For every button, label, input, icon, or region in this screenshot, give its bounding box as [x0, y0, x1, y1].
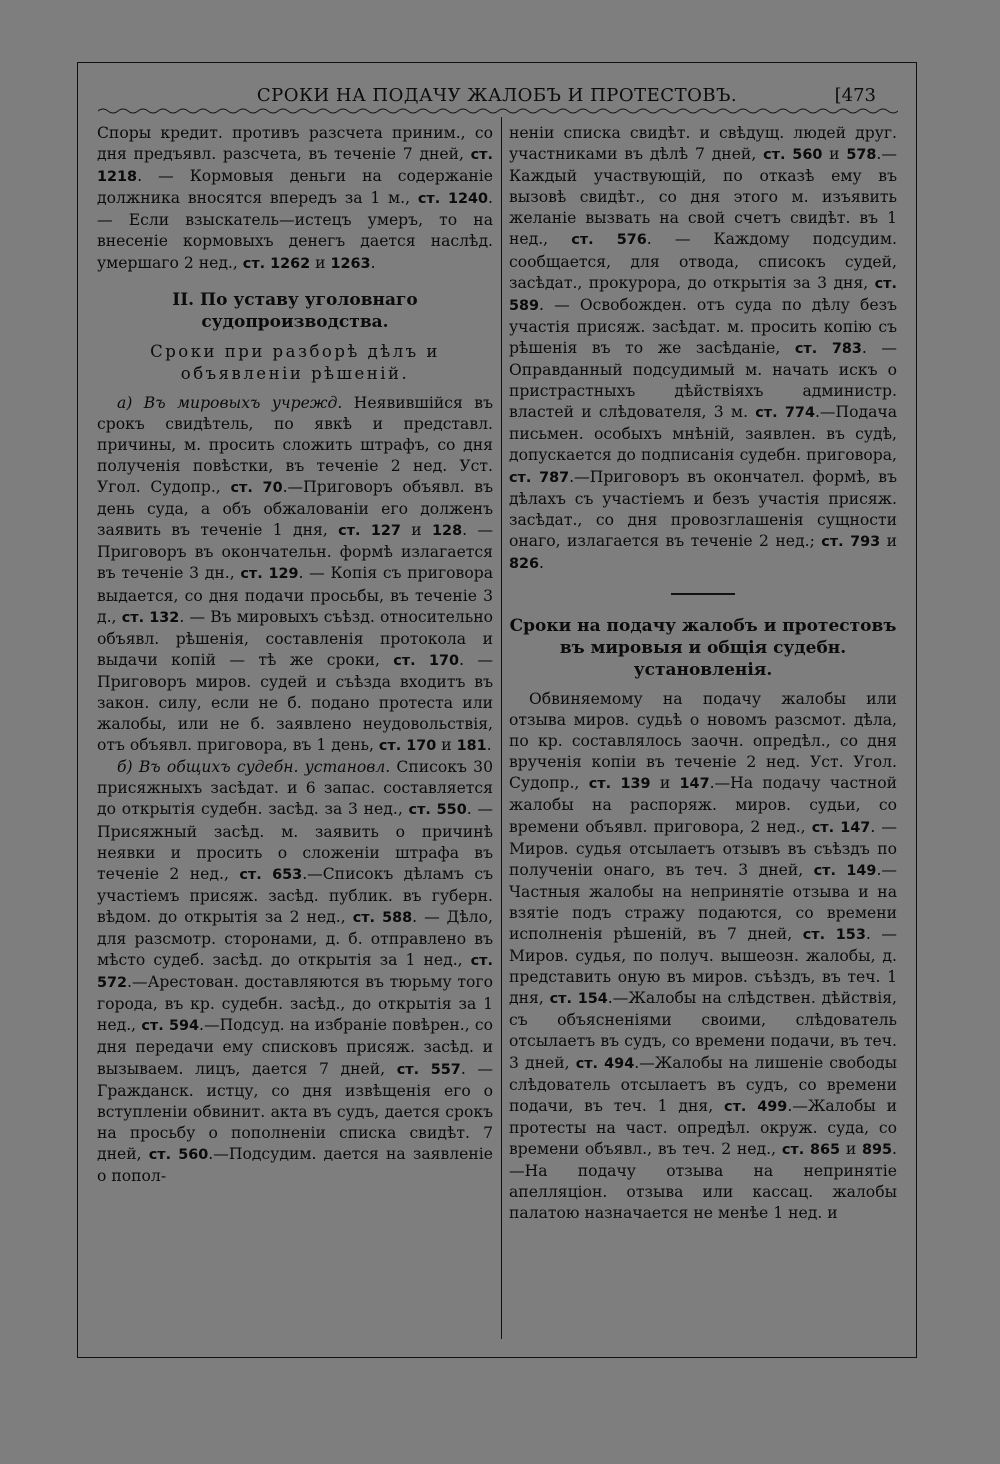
text-run: .—Подсудим. дается на заявленіе о попол- [97, 1144, 494, 1186]
text-run: .—Списокъ дѣламъ съ участіемъ присяж. засѣд. публик. въ губерн. вѣдом. до открытія за 2 нед., [97, 864, 493, 926]
article-ref: ст. 147 [811, 819, 871, 836]
article-ref: ст. 1218 [97, 147, 493, 186]
text-run: Неявившійся въ срокъ свидѣтель, по явкѣ и представл. причины, м. просить сложить штрафъ, со дня полученія повѣстки, въ теченіе 2 нед. Уст. Угол. Судопр., [97, 393, 493, 497]
page-header-title: СРОКИ НА ПОДАЧУ ЖАЛОБЪ И ПРОТЕСТОВЪ. [256, 85, 738, 106]
article-ref: ст. 129 [240, 566, 299, 583]
article-ref: ст. 1262 [242, 255, 311, 272]
section-subheading: Сроки при разборѣ дѣлъ и объявленіи рѣшеній. [150, 341, 440, 383]
text-run: .—Приговоръ объявл. въ день суда, а объ обжалованіи его долженъ заявить въ теченіе 1 дня, [97, 478, 493, 540]
article-ref: ст. 70 [230, 480, 283, 497]
text-run: .—Подача письмен. особыхъ мнѣній, заявлен. въ судѣ, допускается до подписанія судебн. приговора, [509, 403, 898, 465]
article-ref: ст. 132 [121, 609, 180, 626]
text-run: и [400, 521, 433, 540]
text-run: . — Приговоръ въ окончательн. формѣ излагается въ теченіе 3 дн., [97, 521, 494, 583]
text-run: . — Каждому подсудим. сообщается, для отвода, списокъ судей, засѣдат., прокурора, до открытія за 3 дня, [509, 230, 897, 292]
text-run: . — Миров. судья отсылаетъ отзывъ въ съѣздъ по полученіи онаго, въ теч. 3 дней, [509, 817, 897, 879]
section-heading: II. По уставу уголовнаго судопроизводства. [172, 289, 418, 332]
text-run: .—Частныя жалобы на непринятіе отзыва и на взятіе подъ стражу подаются, со времени исполненія рѣшеній, въ 7 дней, [509, 860, 898, 943]
article-ref: 826 [509, 555, 540, 572]
text-run: .—Приговоръ въ окончател. формѣ, въ дѣлахъ съ участіемъ и безъ участія присяж. засѣдат., со дня провозглашенія сущности онаго, излагается въ теченіе 2 нед.; [509, 467, 897, 550]
article-ref: ст. 550 [408, 802, 467, 819]
article-ref: ст. 793 [821, 533, 881, 550]
text-run: .—Арестован. доставляются въ тюрьму того города, въ кр. судебн. засѣд., до открытія за 1 нед., [97, 973, 493, 1035]
subsection-label: а) Въ мировыхъ учрежд. [117, 393, 343, 412]
text-run: . — Гражданск. истцу, со дня извѣщенія его о вступленіи обвинит. акта въ судъ, дается срокъ на просьбу о пополненіи списка свидѣт. 7 дней, [97, 1059, 494, 1163]
text-run: Споры кредит. противъ разсчета приним., со дня предъявл. разсчета, въ теченіе 7 дней, [97, 124, 493, 164]
article-ref: ст. 594 [141, 1018, 200, 1035]
text-run: . — Кормовыя деньги на содержаніе должника вносятся впередъ за 1 м., [97, 167, 493, 208]
article-ref: 578 [846, 147, 877, 164]
article-ref: ст. 170 [378, 738, 437, 755]
article-ref: ст. 499 [724, 1098, 788, 1115]
text-run: и [650, 774, 680, 793]
paragraph-mirovye [97, 393, 493, 758]
text-run: и [822, 145, 847, 164]
text-run: Обвиняемому на подачу жалобы или отзыва миров. судьѣ о новомъ разсмот. дѣла, по кр. составлялось заочн. опредѣл., со дня врученія копіи въ теченіе 2 нед. Уст. Угол. Судопр., [509, 689, 897, 793]
text-run: . — Оправданный подсудимый м. начать искъ о пристрастныхъ дѣйствіяхъ администр. властей и слѣдователя, 3 м. [509, 338, 897, 422]
text-run: . [539, 553, 545, 572]
article-ref: 1263 [330, 255, 371, 272]
left-column [97, 123, 493, 1187]
section-rule [671, 593, 735, 595]
article-ref: ст. 560 [148, 1146, 209, 1163]
text-run: Списокъ 30 присяжныхъ засѣдат. и 6 запас. составляется до открытія судебн. засѣд. за 3 нед., [97, 758, 493, 819]
article-ref: 147 [679, 776, 710, 793]
article-ref: ст. 589 [509, 275, 897, 314]
text-run: .—Жалобы на лишеніе свободы слѣдователь отсылаетъ въ судъ, со времени подачи, въ теч. 1 дня, [509, 1053, 897, 1115]
text-run: .—Каждый участвующій, по отказѣ ему въ вызовѣ свидѣт., со дня этого м. изъявить желаніе вызвать на свой счетъ свидѣт. въ 1 нед., [509, 145, 897, 249]
text-run: . — Если взыскатель—истецъ умеръ, то на внесеніе кормовыхъ денегъ дается наслѣд. умершаго 2 нед., [97, 189, 493, 272]
text-run: и [840, 1139, 862, 1158]
article-ref: ст. 653 [239, 866, 303, 883]
article-ref: ст. 576 [571, 232, 647, 249]
page-number: [473 [834, 85, 876, 106]
paragraph-zhaloby [509, 689, 897, 1224]
paragraph-civil-credit [97, 123, 493, 275]
article-ref: ст. 170 [393, 652, 460, 669]
article-ref: ст. 572 [97, 953, 493, 992]
text-run: и [880, 531, 897, 550]
article-ref: 128 [432, 523, 463, 540]
wavy-rule [98, 107, 898, 115]
section-heading: Сроки на подачу жалобъ и протестовъ въ мировыя и общія судебн. установленія. [509, 615, 897, 680]
text-run: . — Освобожден. отъ суда по дѣлу безъ участія присяж. засѣдат. м. просить копію съ рѣшенія въ то же засѣданіе, [509, 295, 897, 357]
article-ref: ст. 557 [396, 1061, 461, 1078]
article-ref: ст. 783 [794, 340, 862, 357]
paragraph-obshchie [97, 757, 493, 1187]
article-ref: ст. 1240 [417, 191, 489, 208]
article-ref: ст. 494 [575, 1055, 635, 1072]
article-ref: ст. 127 [338, 523, 401, 540]
text-run: и [310, 253, 331, 272]
article-ref: ст. 774 [755, 405, 815, 422]
text-run: .—Подсуд. на избраніе повѣрен., со дня передачи ему списковъ присяж. засѣд. и вызываем. лицъ, дается 7 дней, [97, 1016, 494, 1078]
text-run: . [370, 253, 376, 272]
article-ref: ст. 865 [781, 1141, 841, 1158]
article-ref: 895 [862, 1141, 893, 1158]
text-run: . — Въ мировыхъ съѣзд. относительно объявл. рѣшенія, составленія протокола и выдачи копій — тѣ же сроки, [97, 607, 493, 669]
text-run: неніи списка свидѣт. и свѣдущ. людей друг. участниками въ дѣлѣ 7 дней, [509, 124, 897, 164]
text-run: .—Жалобы на слѣдствен. дѣйствія, съ объясненіями своими, слѣдователь отсылаетъ въ судъ, со времени подачи, въ теч. 3 дней, [509, 989, 897, 1072]
running-header [78, 63, 916, 109]
right-column [509, 123, 897, 1224]
subsection-label: б) Въ общихъ судебн. установл. [117, 758, 391, 777]
article-ref: ст. 560 [763, 147, 823, 164]
text-run: .—На подачу отзыва на непринятіе апелляціон. отзыва или кассац. жалобы палатою назначается не менѣе 1 нед. и [509, 1139, 898, 1223]
article-ref: ст. 149 [813, 862, 877, 879]
article-ref: ст. 153 [802, 927, 866, 943]
book-page [77, 62, 917, 1358]
text-run: . — Копія съ приговора выдается, со дня подачи просьбы, въ теченіе 3 д., [97, 564, 494, 626]
article-ref: ст. 139 [588, 776, 651, 793]
text-run: и [436, 736, 457, 755]
text-run: . — Дѣло, для разсмотр. сторонами, д. б. отправлено въ мѣсто судеб. засѣд. до открытія за 1 нед., [97, 907, 493, 970]
article-ref: ст. 154 [549, 991, 608, 1008]
text-run: .—На подачу частной жалобы на распоряж. миров. судьи, со времени объявл. приговора, 2 нед., [509, 774, 898, 836]
article-ref: ст. 787 [509, 469, 570, 486]
text-run: . — Приговоръ миров. судей и съѣзда входитъ въ закон. силу, если не б. подано протеста или жалобы, или не б. заявлено неудовольствія, отъ объявл. приговора, въ 1 день, [97, 650, 493, 755]
column-divider [501, 117, 502, 1339]
text-run: . [486, 736, 492, 755]
article-ref: ст. 588 [352, 909, 413, 926]
article-ref: 181 [456, 738, 487, 755]
paragraph-continuation [509, 123, 897, 575]
text-run: . — Миров. судья, по получ. вышеозн. жалобы, д. представить оную въ миров. съѣздъ, въ теч. 1 дня, [509, 925, 897, 1008]
text-run: . — Присяжный засѣд. м. заявить о причинѣ неявки и просить о сложеніи штрафа въ теченіе 2 нед., [97, 800, 493, 883]
text-run: .—Жалобы и протесты на част. опредѣл. окруж. суда, со времени объявл., въ теч. 2 нед., [509, 1096, 898, 1158]
